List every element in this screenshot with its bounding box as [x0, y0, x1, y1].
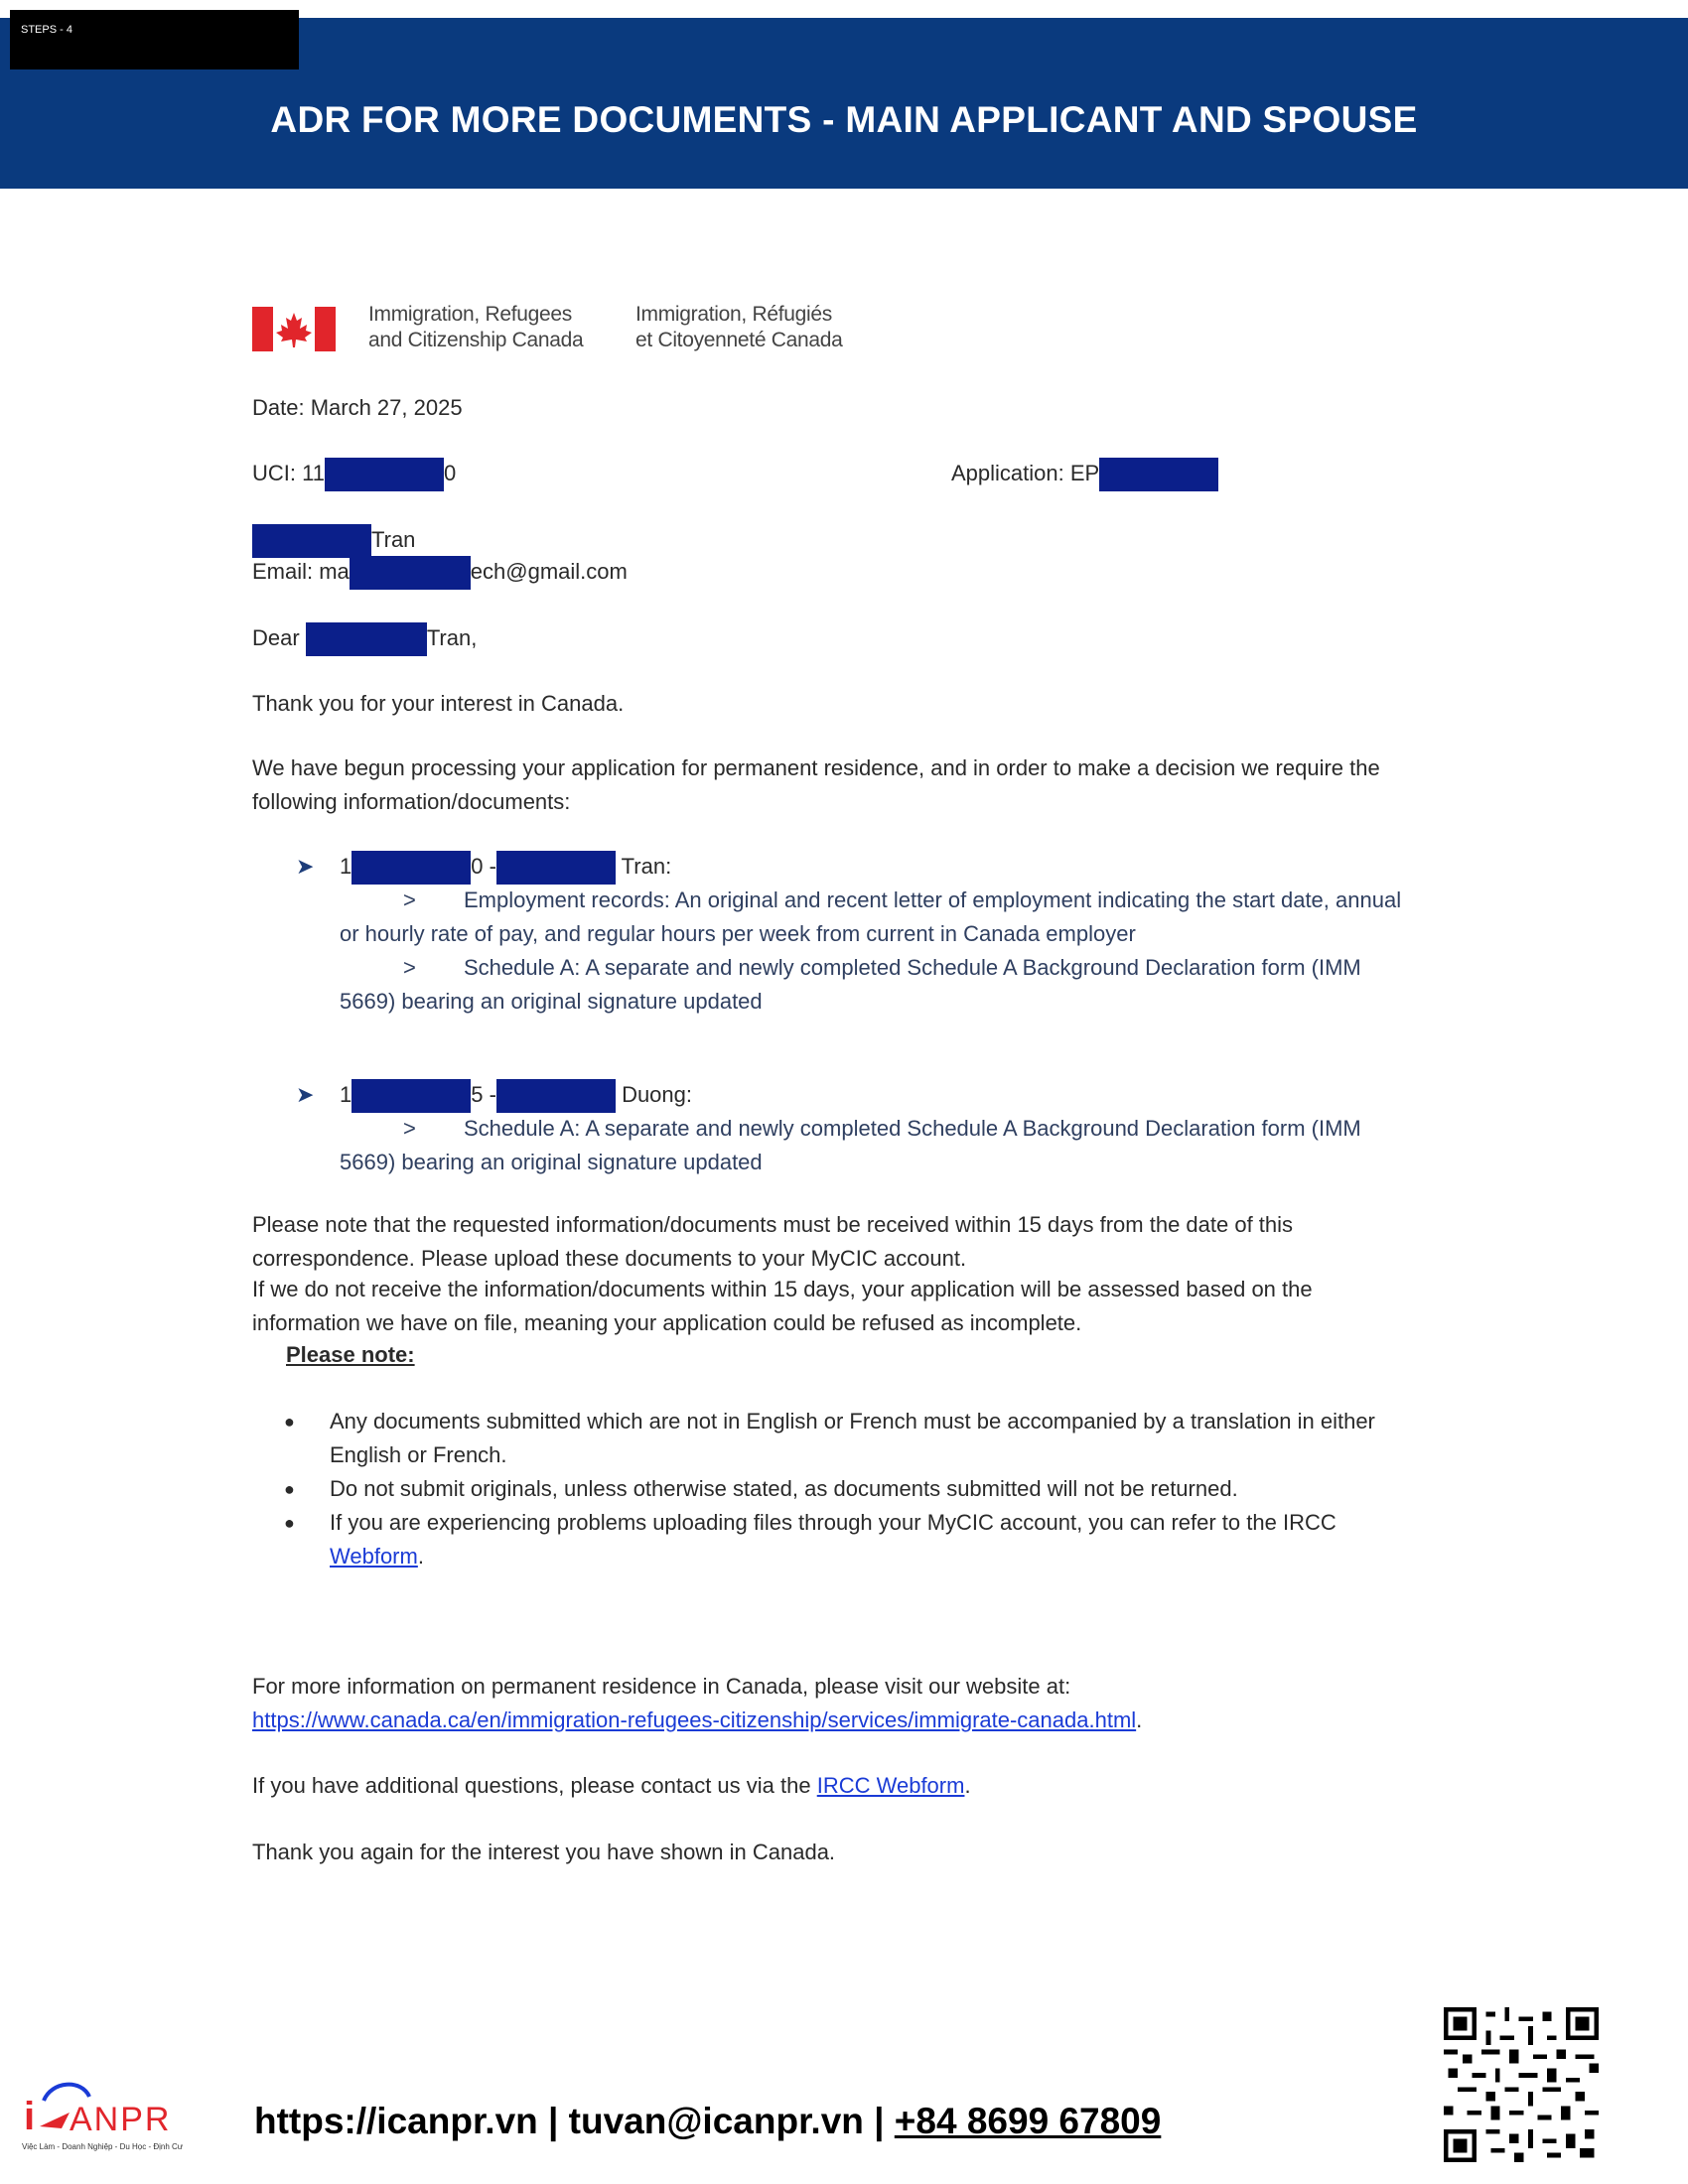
uci-line: UCI: 11 0 — [252, 457, 456, 491]
requirement-item: > Schedule A: A separate and newly completed Schedule A Background Declaration form (IMM 5669) bearing an original signature updated — [340, 1112, 1402, 1179]
note-item: ● If you are experiencing problems uploading files through your MyCIC account, you can refer to the IRCC Webform. — [252, 1506, 1404, 1573]
logo-text: ANPR — [70, 2101, 172, 2138]
note-item: ● Do not submit originals, unless otherwise stated, as documents submitted will not be returned. — [252, 1472, 1404, 1506]
letter-date: Date: March 27, 2025 — [252, 395, 463, 420]
note-heading: Please note: — [286, 1342, 415, 1367]
redaction-bar — [496, 1079, 616, 1113]
consequence-paragraph: If we do not receive the information/documents within 15 days, your application will be assessed based on the information we have on file, meaning your application could be refused as incomplete. — [252, 1277, 1313, 1335]
arrow-bullet-icon: ➤ — [296, 1082, 315, 1107]
department-name-fr: Immigration, Réfugiés et Citoyenneté Canada — [635, 303, 843, 351]
sub-arrow-icon: > — [403, 1116, 416, 1141]
page-title: ADR FOR MORE DOCUMENTS - MAIN APPLICANT AND SPOUSE — [270, 99, 1418, 140]
bullet-icon: ● — [284, 1412, 295, 1432]
closing-paragraph: Thank you again for the interest you have shown in Canada. — [252, 1840, 836, 1864]
person1-requirements — [340, 884, 1402, 1019]
step-label-box — [10, 10, 299, 69]
application-line: Application: EP — [951, 457, 1218, 491]
webform-link[interactable]: Webform — [330, 1544, 418, 1569]
person2-requirements — [340, 1112, 1402, 1179]
redaction-bar — [325, 458, 444, 491]
person1-heading: 1 0 - Tran: — [340, 850, 671, 885]
redaction-bar — [352, 1079, 471, 1113]
sub-arrow-icon: > — [403, 955, 416, 980]
person2-heading: 1 5 - Duong: — [340, 1078, 692, 1113]
ircc-webform-link[interactable]: IRCC Webform — [816, 1773, 965, 1798]
deadline-paragraph: Please note that the requested information/documents must be received within 15 days from the date of this correspondence. Please upload these documents to your MyCIC account. — [252, 1212, 1294, 1271]
processing-paragraph: We have begun processing your application for permanent residence, and in order to make a decision we require the following information/documents: — [252, 755, 1380, 814]
bullet-icon: ● — [284, 1513, 295, 1533]
qr-code-icon — [1444, 2007, 1599, 2162]
sub-arrow-icon: > — [403, 887, 416, 912]
requirement-item: > Employment records: An original and recent letter of employment indicating the start date, annual or hourly rate of pay, and regular hours per week from current in Canada employer — [340, 884, 1402, 951]
department-name-en: Immigration, Refugees and Citizenship Canada — [368, 303, 584, 351]
redaction-bar — [306, 622, 427, 656]
step-label: STEPS - 4 — [21, 24, 72, 36]
contact-paragraph: If you have additional questions, please contact us via the IRCC Webform. — [252, 1773, 971, 1798]
footer-contact: https://icanpr.vn | tuvan@icanpr.vn | +84 8699 67809 — [254, 2101, 1162, 2141]
more-info-paragraph: For more information on permanent residence in Canada, please visit our website at: https://www.canada.ca/en/immigration-refugees-citizenship/services/immigrate-canada.html. — [252, 1674, 1143, 1732]
greeting: Dear Tran, — [252, 621, 477, 656]
applicant-email: Email: ma ech@gmail.com — [252, 555, 628, 590]
intro-paragraph: Thank you for your interest in Canada. — [252, 691, 625, 716]
canada-website-link[interactable]: https://www.canada.ca/en/immigration-refugees-citizenship/services/immigrate-canada.html — [252, 1707, 1137, 1732]
notes-list — [252, 1405, 1404, 1573]
icanpr-logo — [22, 2075, 201, 2154]
bullet-icon: ● — [284, 1479, 295, 1499]
requirement-item: > Schedule A: A separate and newly completed Schedule A Background Declaration form (IMM 5669) bearing an original signature updated — [340, 951, 1402, 1019]
redaction-bar — [350, 556, 471, 590]
arrow-bullet-icon: ➤ — [296, 854, 315, 879]
note-item: ● Any documents submitted which are not in English or French must be accompanied by a translation in either English or French. — [252, 1405, 1404, 1472]
logo-letter-i: i — [24, 2095, 36, 2138]
canada-flag-icon — [252, 307, 336, 351]
redaction-bar — [352, 851, 471, 885]
redaction-bar — [496, 851, 616, 885]
applicant-name: Tran — [252, 523, 415, 558]
footer-phone-link[interactable]: +84 8699 67809 — [894, 2101, 1162, 2141]
redaction-bar — [1099, 458, 1218, 491]
logo-tagline: Việc Làm - Doanh Nghiệp - Du Học - Định Cư — [22, 2142, 184, 2151]
redaction-bar — [252, 524, 371, 558]
